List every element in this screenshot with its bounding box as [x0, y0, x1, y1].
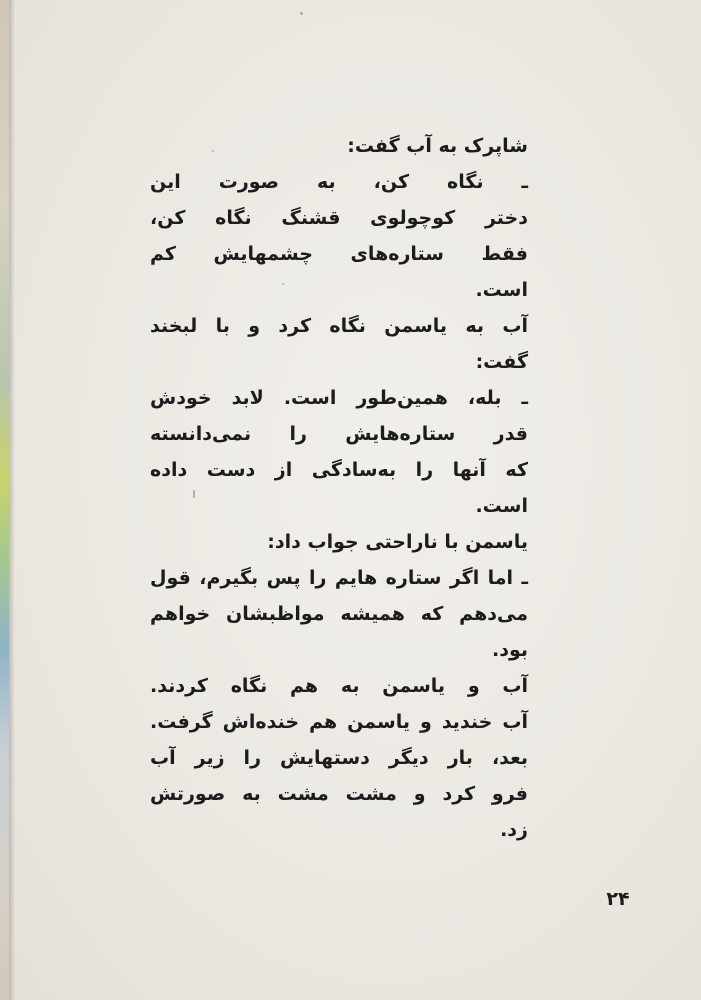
text-line: گفت: [475, 351, 528, 373]
text-line: است. [475, 279, 528, 301]
text-line: فقط ستاره‌های چشمهایش کم [150, 243, 528, 265]
text-line: می‌دهم که همیشه مواظبشان خواهم [150, 603, 528, 625]
text-line: ـ نگاه کن، به صورت این [150, 171, 528, 193]
text-line: شاپرک به آب گفت: [347, 135, 528, 157]
spine-shadow [9, 0, 15, 1000]
text-line: قدر ستاره‌هایش را نمی‌دانسته [150, 423, 528, 445]
story-text [150, 128, 528, 848]
page-number: ۲۴ [606, 888, 630, 910]
book-spine-edge [0, 0, 9, 1000]
text-line: ـ بله، همین‌طور است. لابد خودش [150, 387, 528, 409]
text-line: بعد، بار دیگر دستهایش را زیر آب [150, 747, 528, 769]
text-line: دختر کوچولوی قشنگ نگاه کن، [150, 207, 528, 229]
text-line: آب به یاسمن نگاه کرد و با لبخند [150, 315, 528, 337]
text-line: است. [475, 495, 528, 517]
text-line: که آنها را به‌سادگی از دست داده [150, 459, 528, 481]
text-line: آب و یاسمن به هم نگاه کردند. [150, 675, 528, 697]
text-line: زد. [500, 819, 528, 841]
text-line: ـ اما اگر ستاره هایم را پس بگیرم، قول [150, 567, 528, 589]
paper-speck [300, 12, 303, 15]
text-line: آب خندید و یاسمن هم خنده‌اش گرفت. [150, 711, 528, 733]
text-line: بود. [491, 639, 528, 661]
text-line: فرو کرد و مشت مشت به صورتش [150, 783, 528, 805]
text-line: یاسمن با ناراحتی جواب داد: [267, 531, 528, 553]
